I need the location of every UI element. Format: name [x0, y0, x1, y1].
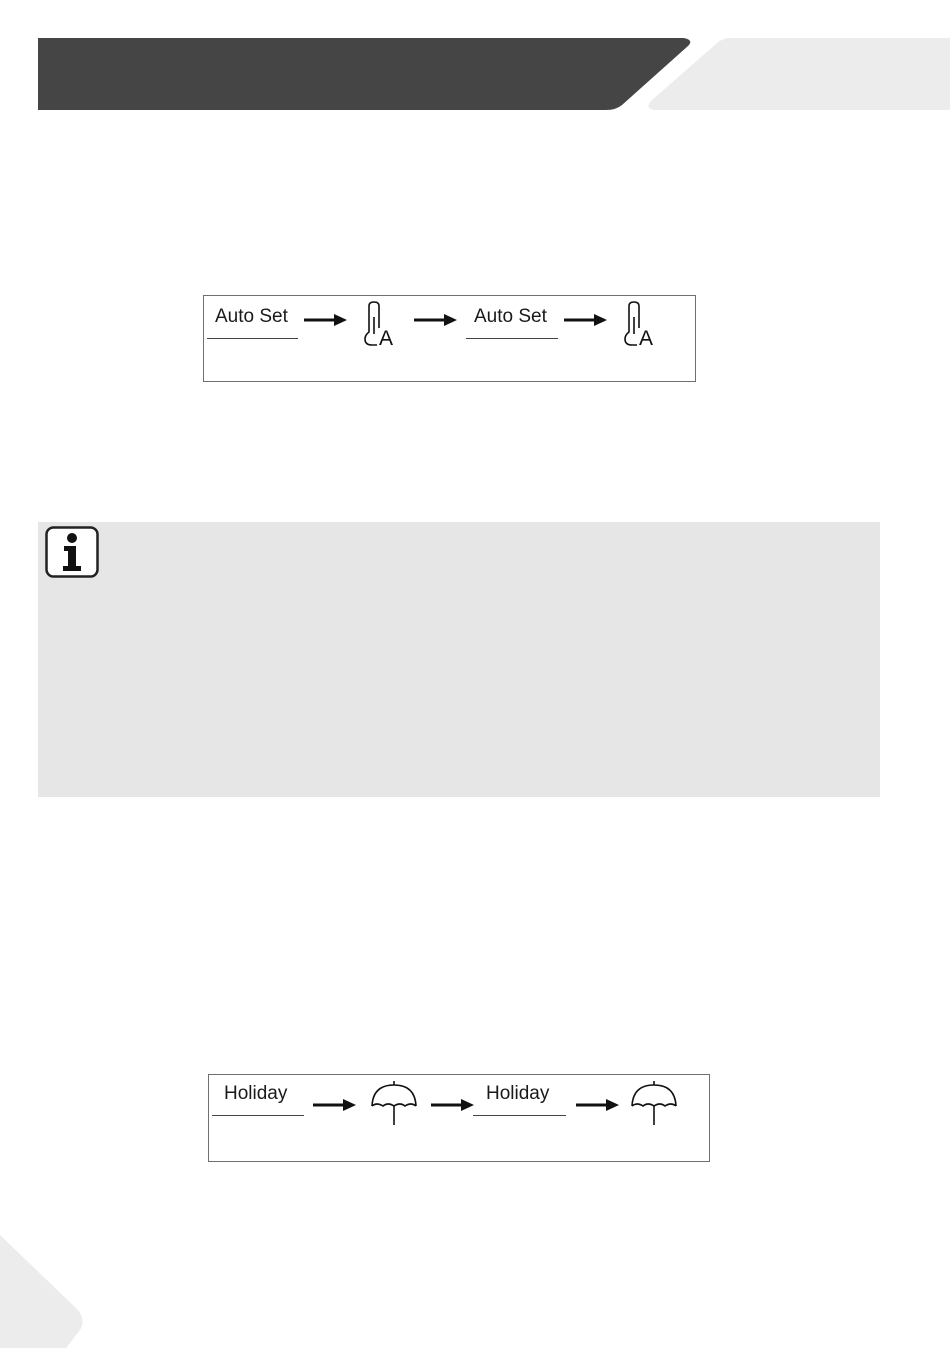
auto-temperature-letter: A — [379, 327, 394, 350]
arrow-right-icon — [564, 313, 608, 327]
info-icon — [45, 526, 99, 578]
arrow-right-icon — [576, 1098, 620, 1112]
umbrella-icon — [369, 1079, 419, 1127]
holiday-label-1: Holiday — [224, 1083, 288, 1104]
auto-temperature-icon — [624, 302, 664, 348]
arrow-right-icon — [414, 313, 458, 327]
corner-decoration — [0, 1235, 83, 1348]
arrow-right-icon — [431, 1098, 475, 1112]
holiday-underline-2 — [473, 1115, 566, 1116]
auto-set-label-1: Auto Set — [215, 306, 288, 327]
auto-set-label-2: Auto Set — [474, 306, 547, 327]
holiday-sequence-box — [208, 1074, 710, 1162]
auto-set-underline-2 — [466, 338, 558, 339]
arrow-right-icon — [304, 313, 348, 327]
auto-temperature-letter: A — [639, 327, 654, 350]
auto-set-underline-1 — [207, 338, 298, 339]
arrow-right-icon — [313, 1098, 357, 1112]
umbrella-icon — [629, 1079, 679, 1127]
auto-temperature-icon — [364, 302, 404, 348]
header-light-banner — [648, 38, 950, 110]
auto-set-sequence-box — [203, 295, 696, 382]
holiday-underline-1 — [212, 1115, 304, 1116]
holiday-label-2: Holiday — [486, 1083, 550, 1104]
header-dark-banner — [38, 38, 690, 110]
info-note-panel — [38, 522, 880, 797]
